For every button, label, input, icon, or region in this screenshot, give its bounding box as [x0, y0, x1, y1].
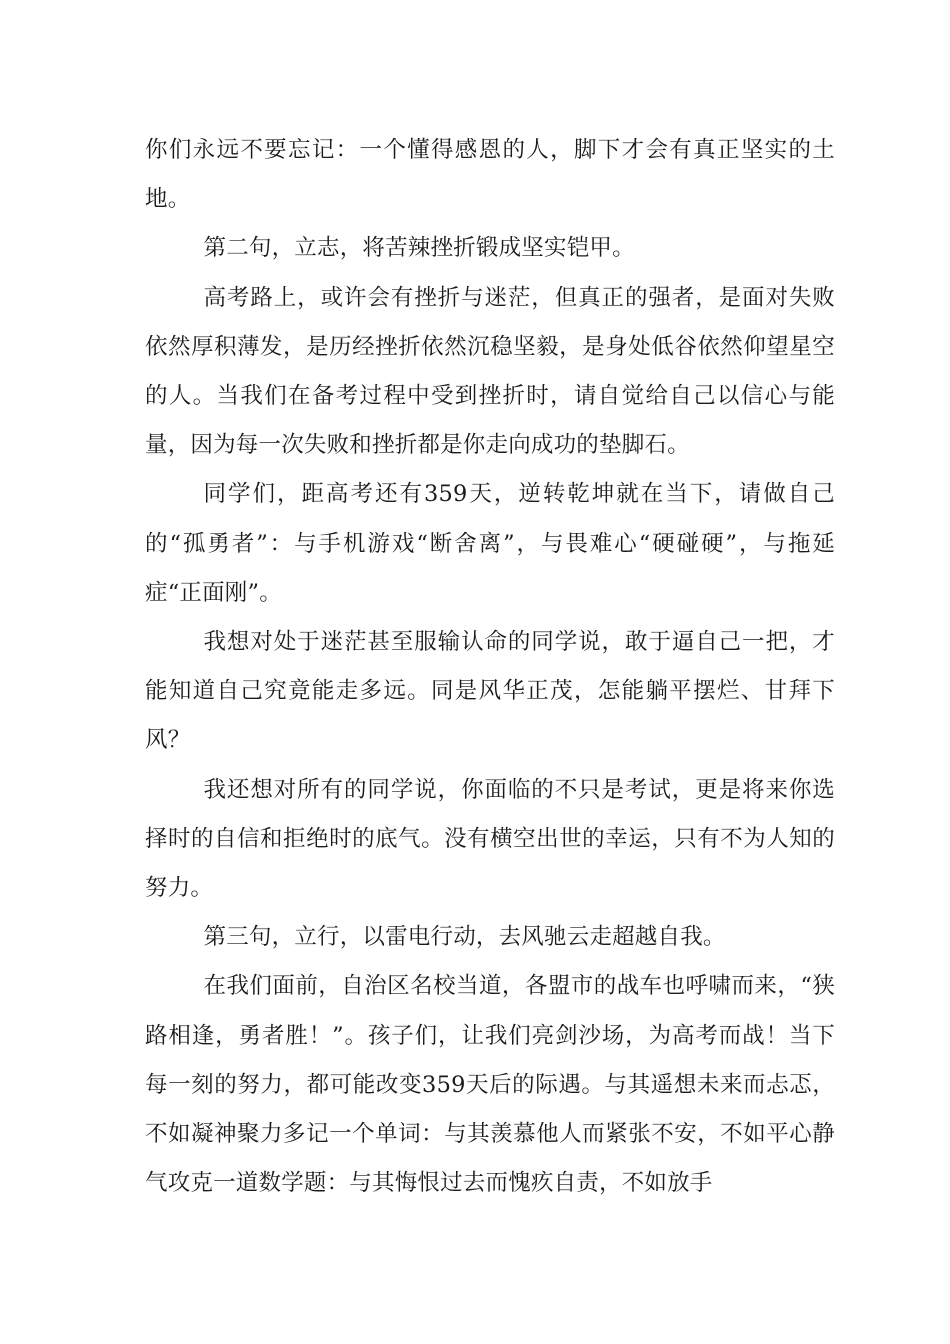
document-body	[145, 126, 835, 1208]
paragraph-4: 同学们，距高考还有359天，逆转乾坤就在当下，请做自己的“孤勇者”：与手机游戏“断舍离”，与畏难心“硬碰硬”，与拖延症“正面刚”。	[145, 481, 835, 606]
paragraph-3: 高考路上，或许会有挫折与迷茫，但真正的强者，是面对失败依然厚积薄发，是历经挫折依然沉稳坚毅，是身处低谷依然仰望星空的人。当我们在备考过程中受到挫折时，请自觉给自己以信心与能量，因为每一次失败和挫折都是你走向成功的垫脚石。	[145, 284, 835, 459]
paragraph-5: 我想对处于迷茫甚至服输认命的同学说，敢于逼自己一把，才能知道自己究竟能走多远。同是风华正茂，怎能躺平摆烂、甘拜下风？	[145, 629, 835, 754]
paragraph-6: 我还想对所有的同学说，你面临的不只是考试，更是将来你选择时的自信和拒绝时的底气。没有横空出世的幸运，只有不为人知的努力。	[145, 776, 835, 902]
paragraph-7-heading: 第三句，立行，以雷电行动，去风驰云走超越自我。	[203, 924, 726, 951]
paragraph-8: 在我们面前，自治区名校当道，各盟市的战车也呼啸而来，“狭路相逢，勇者胜！”。孩子们，让我们亮剑沙场，为高考而战！当下每一刻的努力，都可能改变359天后的际遇。与其遥想未来而忐忑，不如凝神聚力多记一个单词：与其羡慕他人而紧张不安，不如平心静气攻克一道数学题：与其悔恨过去而愧疚自责，不如放手	[145, 973, 835, 1197]
paragraph-1: 你们永远不要忘记：一个懂得感恩的人，脚下才会有真正坚实的土地。	[145, 137, 835, 213]
paragraph-2-heading: 第二句，立志，将苦辣挫折锻成坚实铠甲。	[203, 235, 635, 262]
